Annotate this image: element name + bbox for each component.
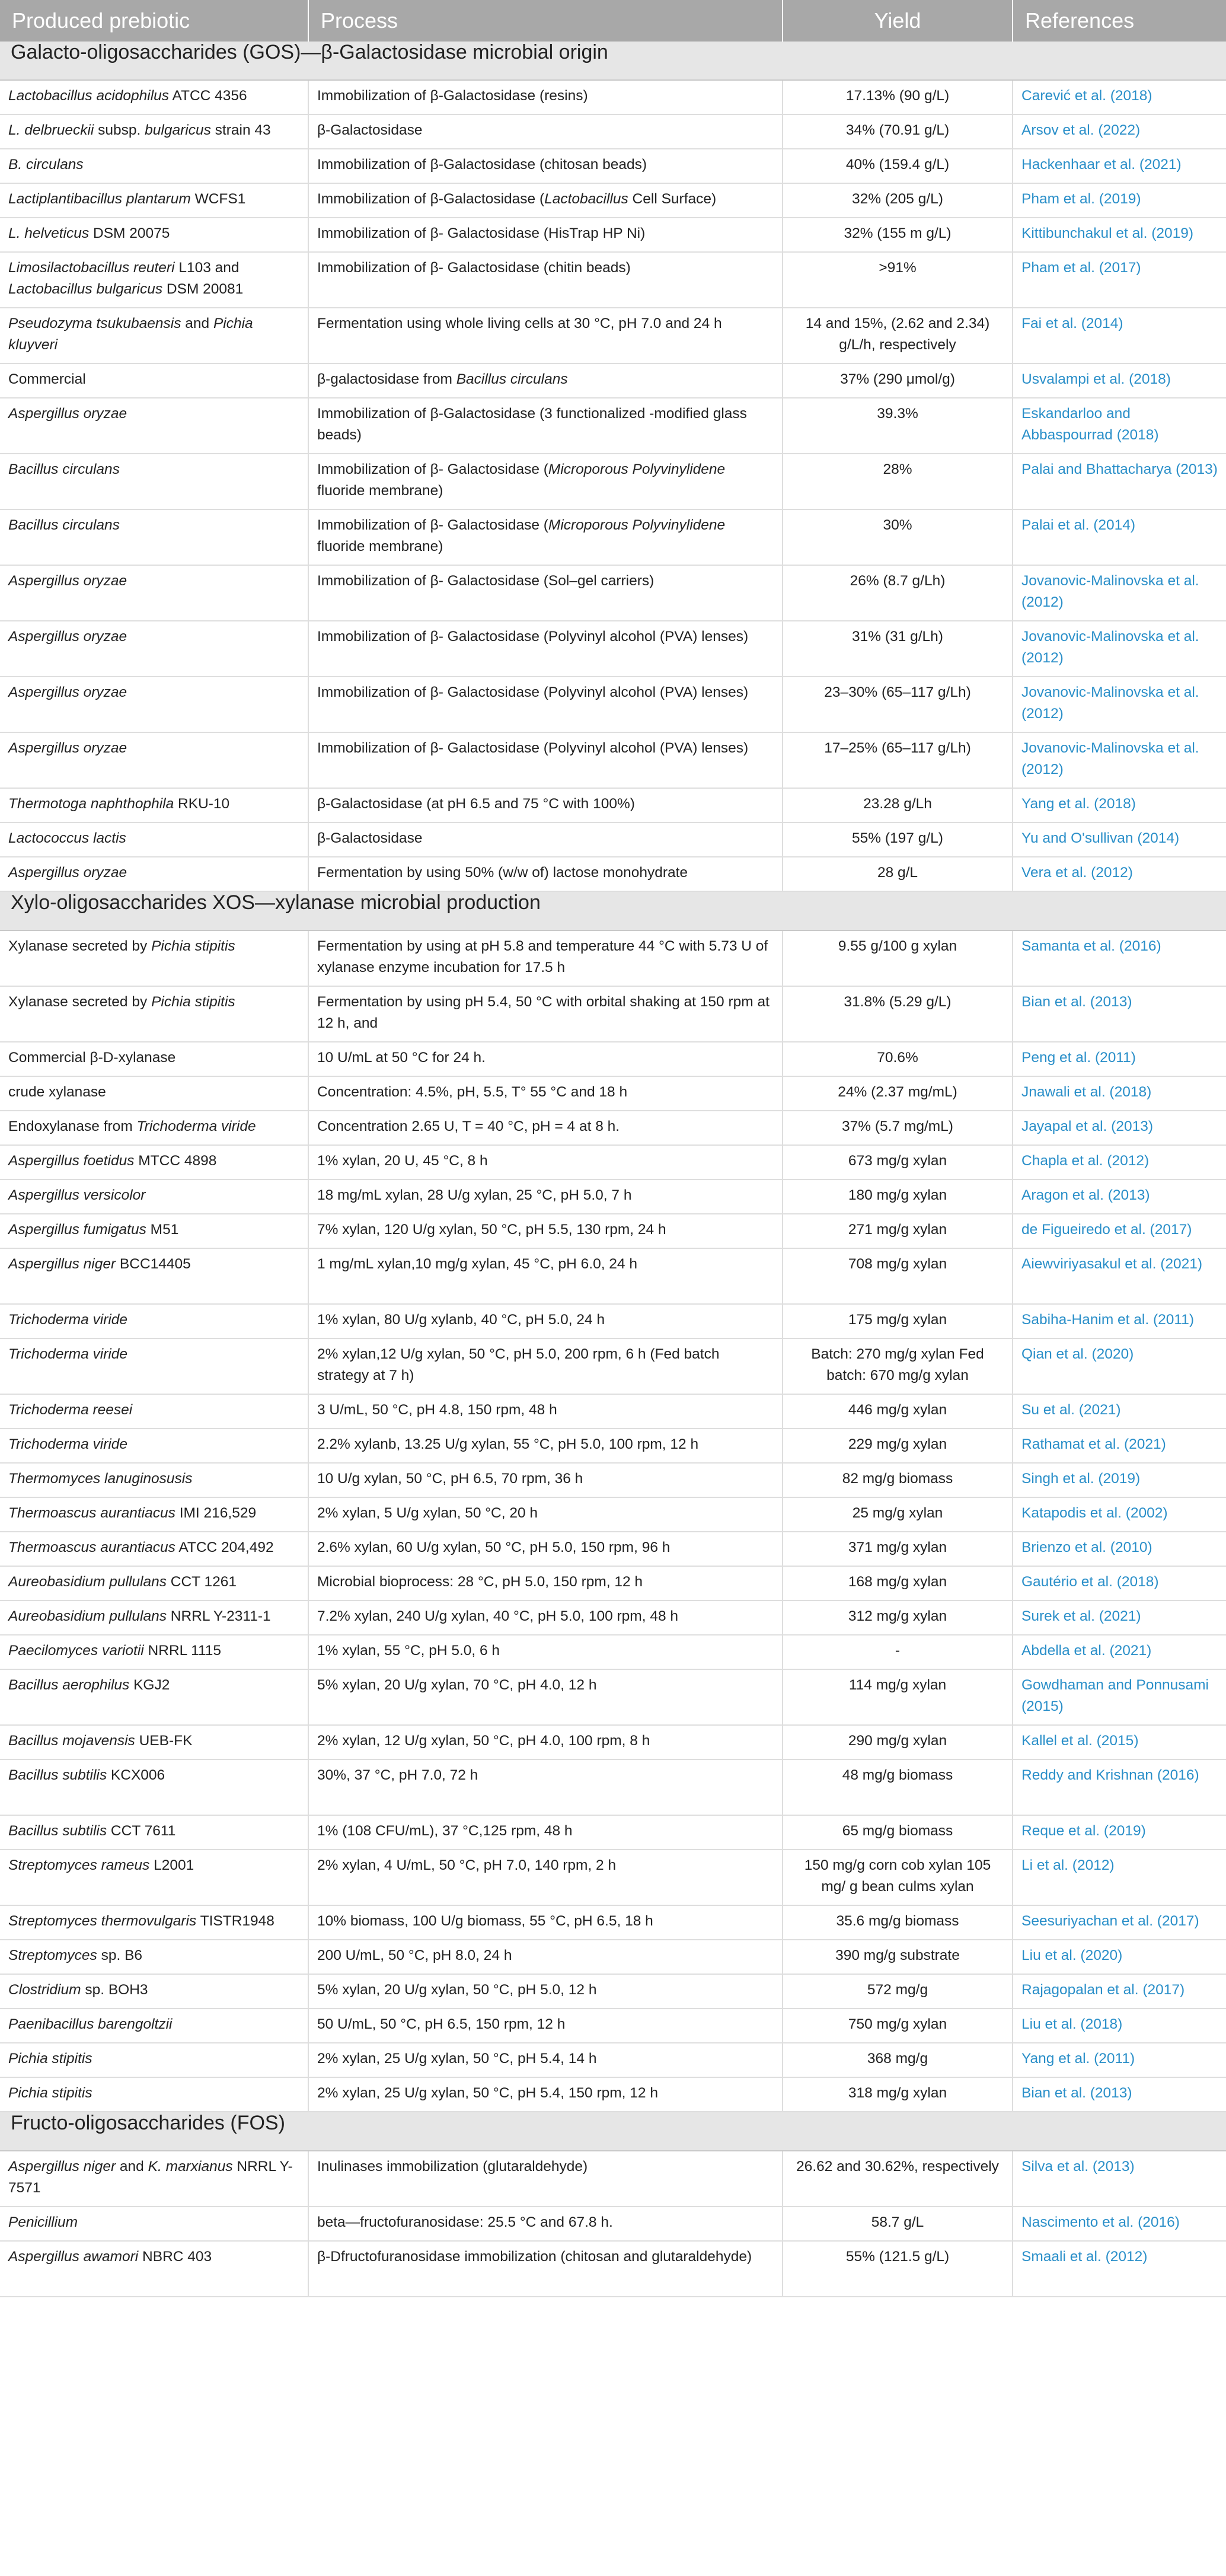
reference-link[interactable]: Liu et al. (2018) <box>1013 2008 1226 2043</box>
yield-cell: 30% <box>783 509 1013 565</box>
reference-link[interactable]: Abdella et al. (2021) <box>1013 1635 1226 1669</box>
process-cell: beta—fructofuranosidase: 25.5 °C and 67.8 h. <box>308 2207 783 2241</box>
reference-link[interactable]: Jovanovic-Malinovska et al. (2012) <box>1013 565 1226 621</box>
prebiotic-cell: Aspergillus foetidus MTCC 4898 <box>0 1145 308 1179</box>
table-row <box>0 1463 1226 1497</box>
table-row <box>0 1566 1226 1601</box>
prebiotic-cell: Aspergillus oryzae <box>0 621 308 677</box>
process-cell: Immobilization of β-Galactosidase (Lactobacillus Cell Surface) <box>308 183 783 218</box>
process-cell: Fermentation by using 50% (w/w of) lactose monohydrate <box>308 857 783 891</box>
process-cell: Immobilization of β- Galactosidase (Polyvinyl alcohol (PVA) lenses) <box>308 621 783 677</box>
reference-link[interactable]: Aiewviriyasakul et al. (2021) <box>1013 1248 1226 1304</box>
process-cell: 50 U/mL, 50 °C, pH 6.5, 150 rpm, 12 h <box>308 2008 783 2043</box>
reference-link[interactable]: Eskandarloo and Abbaspourrad (2018) <box>1013 398 1226 454</box>
reference-link[interactable]: Seesuriyachan et al. (2017) <box>1013 1905 1226 1940</box>
process-cell: 2% xylan, 12 U/g xylan, 50 °C, pH 4.0, 100 rpm, 8 h <box>308 1725 783 1759</box>
reference-link[interactable]: Samanta et al. (2016) <box>1013 930 1226 986</box>
prebiotic-cell: L. helveticus DSM 20075 <box>0 218 308 252</box>
reference-link[interactable]: Su et al. (2021) <box>1013 1394 1226 1429</box>
yield-cell: 446 mg/g xylan <box>783 1394 1013 1429</box>
table-row <box>0 2043 1226 2077</box>
yield-cell: 32% (155 m g/L) <box>783 218 1013 252</box>
table-row <box>0 1248 1226 1304</box>
prebiotic-cell: Paenibacillus barengoltzii <box>0 2008 308 2043</box>
prebiotic-cell: Aspergillus niger and K. marxianus NRRL Y-7571 <box>0 2151 308 2207</box>
reference-link[interactable]: Arsov et al. (2022) <box>1013 114 1226 149</box>
process-cell: 2% xylan, 4 U/mL, 50 °C, pH 7.0, 140 rpm, 2 h <box>308 1850 783 1905</box>
yield-cell: 82 mg/g biomass <box>783 1463 1013 1497</box>
yield-cell: 180 mg/g xylan <box>783 1179 1013 1214</box>
table-row <box>0 509 1226 565</box>
table-row <box>0 822 1226 857</box>
reference-link[interactable]: Yang et al. (2018) <box>1013 788 1226 822</box>
reference-link[interactable]: Bian et al. (2013) <box>1013 986 1226 1042</box>
yield-cell: 40% (159.4 g/L) <box>783 149 1013 183</box>
prebiotic-cell: Aureobasidium pullulans NRRL Y-2311-1 <box>0 1601 308 1635</box>
process-cell: Immobilization of β-Galactosidase (chitosan beads) <box>308 149 783 183</box>
table-row <box>0 1429 1226 1463</box>
header-yield: Yield <box>783 0 1013 42</box>
table-row <box>0 1145 1226 1179</box>
process-cell: Immobilization of β- Galactosidase (HisTrap HP Ni) <box>308 218 783 252</box>
table-row <box>0 2241 1226 2297</box>
reference-link[interactable]: Reque et al. (2019) <box>1013 1815 1226 1850</box>
prebiotic-cell: Aspergillus niger BCC14405 <box>0 1248 308 1304</box>
process-cell: Fermentation using whole living cells at 30 °C, pH 7.0 and 24 h <box>308 308 783 364</box>
section-row <box>0 2112 1226 2151</box>
yield-cell: 17–25% (65–117 g/Lh) <box>783 732 1013 788</box>
prebiotic-cell: Pseudozyma tsukubaensis and Pichia kluyveri <box>0 308 308 364</box>
table-row <box>0 218 1226 252</box>
yield-cell: 48 mg/g biomass <box>783 1759 1013 1815</box>
process-cell: 1% (108 CFU/mL), 37 °C,125 rpm, 48 h <box>308 1815 783 1850</box>
section-title: Galacto-oligosaccharides (GOS)—β-Galactosidase microbial origin <box>0 42 1226 80</box>
prebiotic-cell: Bacillus circulans <box>0 454 308 509</box>
prebiotic-cell: Lactococcus lactis <box>0 822 308 857</box>
table-row <box>0 1635 1226 1669</box>
yield-cell: 175 mg/g xylan <box>783 1304 1013 1338</box>
process-cell: β-Galactosidase <box>308 822 783 857</box>
table-row <box>0 1601 1226 1635</box>
prebiotic-cell: Streptomyces rameus L2001 <box>0 1850 308 1905</box>
prebiotic-cell: Bacillus aerophilus KGJ2 <box>0 1669 308 1725</box>
prebiotic-cell: Bacillus subtilis KCX006 <box>0 1759 308 1815</box>
process-cell: 3 U/mL, 50 °C, pH 4.8, 150 rpm, 48 h <box>308 1394 783 1429</box>
table-row <box>0 252 1226 308</box>
section-title: Xylo-oligosaccharides XOS—xylanase microbial production <box>0 891 1226 930</box>
table-row <box>0 454 1226 509</box>
header-process: Process <box>308 0 783 42</box>
prebiotic-cell: Penicillium <box>0 2207 308 2241</box>
process-cell: 2.2% xylanb, 13.25 U/g xylan, 55 °C, pH 5.0, 100 rpm, 12 h <box>308 1429 783 1463</box>
process-cell: Immobilization of β-Galactosidase (resins) <box>308 80 783 114</box>
process-cell: 10 U/mL at 50 °C for 24 h. <box>308 1042 783 1076</box>
yield-cell: 65 mg/g biomass <box>783 1815 1013 1850</box>
table-row <box>0 308 1226 364</box>
yield-cell: 368 mg/g <box>783 2043 1013 2077</box>
prebiotic-cell: Aspergillus oryzae <box>0 565 308 621</box>
process-cell: 10 U/g xylan, 50 °C, pH 6.5, 70 rpm, 36 h <box>308 1463 783 1497</box>
yield-cell: 24% (2.37 mg/mL) <box>783 1076 1013 1111</box>
prebiotic-cell: Trichoderma viride <box>0 1304 308 1338</box>
process-cell: 7% xylan, 120 U/g xylan, 50 °C, pH 5.5, 130 rpm, 24 h <box>308 1214 783 1248</box>
reference-link[interactable]: Li et al. (2012) <box>1013 1850 1226 1905</box>
table-row <box>0 986 1226 1042</box>
process-cell: 10% biomass, 100 U/g biomass, 55 °C, pH 6.5, 18 h <box>308 1905 783 1940</box>
table-row <box>0 1394 1226 1429</box>
table-row <box>0 1850 1226 1905</box>
prebiotic-cell: Aspergillus versicolor <box>0 1179 308 1214</box>
prebiotic-cell: Pichia stipitis <box>0 2077 308 2112</box>
yield-cell: 271 mg/g xylan <box>783 1214 1013 1248</box>
reference-link[interactable]: Reddy and Krishnan (2016) <box>1013 1759 1226 1815</box>
process-cell: 1 mg/mL xylan,10 mg/g xylan, 45 °C, pH 6.0, 24 h <box>308 1248 783 1304</box>
reference-link[interactable]: Pham et al. (2019) <box>1013 183 1226 218</box>
prebiotic-cell: Commercial <box>0 364 308 398</box>
prebiotic-cell: Clostridium sp. BOH3 <box>0 1974 308 2008</box>
header-references: References <box>1013 0 1226 42</box>
table-row <box>0 364 1226 398</box>
yield-cell: 37% (5.7 mg/mL) <box>783 1111 1013 1145</box>
process-cell: 2% xylan, 25 U/g xylan, 50 °C, pH 5.4, 14 h <box>308 2043 783 2077</box>
reference-link[interactable]: Aragon et al. (2013) <box>1013 1179 1226 1214</box>
yield-cell: 26% (8.7 g/Lh) <box>783 565 1013 621</box>
table-row <box>0 2207 1226 2241</box>
yield-cell: Batch: 270 mg/g xylan Fed batch: 670 mg/g xylan <box>783 1338 1013 1394</box>
reference-link[interactable]: Gautério et al. (2018) <box>1013 1566 1226 1601</box>
table-row <box>0 1338 1226 1394</box>
process-cell: Immobilization of β- Galactosidase (chitin beads) <box>308 252 783 308</box>
process-cell: β-Galactosidase <box>308 114 783 149</box>
yield-cell: 150 mg/g corn cob xylan 105 mg/ g bean culms xylan <box>783 1850 1013 1905</box>
prebiotic-cell: Streptomyces thermovulgaris TISTR1948 <box>0 1905 308 1940</box>
reference-link[interactable]: Bian et al. (2013) <box>1013 2077 1226 2112</box>
table-row <box>0 930 1226 986</box>
yield-cell: 26.62 and 30.62%, respectively <box>783 2151 1013 2207</box>
table-row <box>0 1214 1226 1248</box>
yield-cell: 318 mg/g xylan <box>783 2077 1013 2112</box>
reference-link[interactable]: de Figueiredo et al. (2017) <box>1013 1214 1226 1248</box>
reference-link[interactable]: Rajagopalan et al. (2017) <box>1013 1974 1226 2008</box>
prebiotic-cell: Bacillus circulans <box>0 509 308 565</box>
yield-cell: 114 mg/g xylan <box>783 1669 1013 1725</box>
process-cell: 30%, 37 °C, pH 7.0, 72 h <box>308 1759 783 1815</box>
prebiotic-cell: crude xylanase <box>0 1076 308 1111</box>
reference-link[interactable]: Rathamat et al. (2021) <box>1013 1429 1226 1463</box>
yield-cell: 371 mg/g xylan <box>783 1532 1013 1566</box>
prebiotic-cell: Aspergillus awamori NBRC 403 <box>0 2241 308 2297</box>
process-cell: 1% xylan, 80 U/g xylanb, 40 °C, pH 5.0, 24 h <box>308 1304 783 1338</box>
process-cell: 18 mg/mL xylan, 28 U/g xylan, 25 °C, pH 5.0, 7 h <box>308 1179 783 1214</box>
prebiotic-cell: Trichoderma reesei <box>0 1394 308 1429</box>
prebiotic-cell: Pichia stipitis <box>0 2043 308 2077</box>
yield-cell: 37% (290 μmol/g) <box>783 364 1013 398</box>
prebiotic-cell: Streptomyces sp. B6 <box>0 1940 308 1974</box>
yield-cell: 28 g/L <box>783 857 1013 891</box>
yield-cell: 708 mg/g xylan <box>783 1248 1013 1304</box>
table-row <box>0 2077 1226 2112</box>
process-cell: 2% xylan, 5 U/g xylan, 50 °C, 20 h <box>308 1497 783 1532</box>
yield-cell: 55% (121.5 g/L) <box>783 2241 1013 2297</box>
process-cell: Immobilization of β- Galactosidase (Microporous Polyvinylidene fluoride membrane) <box>308 454 783 509</box>
reference-link[interactable]: Gowdhaman and Ponnusami (2015) <box>1013 1669 1226 1725</box>
yield-cell: 17.13% (90 g/L) <box>783 80 1013 114</box>
process-cell: Concentration: 4.5%, pH, 5.5, T° 55 °C and 18 h <box>308 1076 783 1111</box>
table-row <box>0 2151 1226 2207</box>
yield-cell: 31.8% (5.29 g/L) <box>783 986 1013 1042</box>
table-row <box>0 1759 1226 1815</box>
reference-link[interactable]: Smaali et al. (2012) <box>1013 2241 1226 2297</box>
table-row <box>0 677 1226 732</box>
prebiotic-cell: B. circulans <box>0 149 308 183</box>
yield-cell: 28% <box>783 454 1013 509</box>
reference-link[interactable]: Fai et al. (2014) <box>1013 308 1226 364</box>
reference-link[interactable]: Sabiha-Hanim et al. (2011) <box>1013 1304 1226 1338</box>
process-cell: Immobilization of β- Galactosidase (Microporous Polyvinylidene fluoride membrane) <box>308 509 783 565</box>
section-row <box>0 891 1226 930</box>
table-row <box>0 1304 1226 1338</box>
prebiotic-cell: Limosilactobacillus reuteri L103 and Lactobacillus bulgaricus DSM 20081 <box>0 252 308 308</box>
reference-link[interactable]: Jovanovic-Malinovska et al. (2012) <box>1013 677 1226 732</box>
prebiotic-cell: Xylanase secreted by Pichia stipitis <box>0 986 308 1042</box>
process-cell: 2% xylan,12 U/g xylan, 50 °C, pH 5.0, 200 rpm, 6 h (Fed batch strategy at 7 h) <box>308 1338 783 1394</box>
prebiotic-cell: Paecilomyces variotii NRRL 1115 <box>0 1635 308 1669</box>
yield-cell: 23–30% (65–117 g/Lh) <box>783 677 1013 732</box>
table-row <box>0 149 1226 183</box>
table-row <box>0 1974 1226 2008</box>
reference-link[interactable]: Jovanovic-Malinovska et al. (2012) <box>1013 732 1226 788</box>
yield-cell: - <box>783 1635 1013 1669</box>
process-cell: Fermentation by using pH 5.4, 50 °C with orbital shaking at 150 rpm at 12 h, and <box>308 986 783 1042</box>
header-row <box>0 0 1226 42</box>
yield-cell: 23.28 g/Lh <box>783 788 1013 822</box>
yield-cell: 39.3% <box>783 398 1013 454</box>
table-row <box>0 565 1226 621</box>
yield-cell: 673 mg/g xylan <box>783 1145 1013 1179</box>
table-row <box>0 1111 1226 1145</box>
table-row <box>0 1532 1226 1566</box>
prebiotic-cell: Bacillus subtilis CCT 7611 <box>0 1815 308 1850</box>
reference-link[interactable]: Katapodis et al. (2002) <box>1013 1497 1226 1532</box>
process-cell: Immobilization of β- Galactosidase (Polyvinyl alcohol (PVA) lenses) <box>308 732 783 788</box>
reference-link[interactable]: Chapla et al. (2012) <box>1013 1145 1226 1179</box>
prebiotic-cell: Aureobasidium pullulans CCT 1261 <box>0 1566 308 1601</box>
reference-link[interactable]: Peng et al. (2011) <box>1013 1042 1226 1076</box>
yield-cell: 9.55 g/100 g xylan <box>783 930 1013 986</box>
prebiotic-cell: Aspergillus fumigatus M51 <box>0 1214 308 1248</box>
table-row <box>0 1497 1226 1532</box>
reference-link[interactable]: Usvalampi et al. (2018) <box>1013 364 1226 398</box>
process-cell: Immobilization of β-Galactosidase (3 functionalized -modified glass beads) <box>308 398 783 454</box>
reference-link[interactable]: Vera et al. (2012) <box>1013 857 1226 891</box>
yield-cell: 25 mg/g xylan <box>783 1497 1013 1532</box>
prebiotic-cell: Bacillus mojavensis UEB-FK <box>0 1725 308 1759</box>
process-cell: Inulinases immobilization (glutaraldehyde) <box>308 2151 783 2207</box>
table-row <box>0 1042 1226 1076</box>
process-cell: 2.6% xylan, 60 U/g xylan, 50 °C, pH 5.0, 150 rpm, 96 h <box>308 1532 783 1566</box>
reference-link[interactable]: Palai et al. (2014) <box>1013 509 1226 565</box>
table-row <box>0 1669 1226 1725</box>
yield-cell: >91% <box>783 252 1013 308</box>
prebiotic-cell: Thermomyces lanuginosusis <box>0 1463 308 1497</box>
process-cell: β-galactosidase from Bacillus circulans <box>308 364 783 398</box>
process-cell: 5% xylan, 20 U/g xylan, 70 °C, pH 4.0, 12 h <box>308 1669 783 1725</box>
table-row <box>0 1179 1226 1214</box>
process-cell: 1% xylan, 20 U, 45 °C, 8 h <box>308 1145 783 1179</box>
yield-cell: 572 mg/g <box>783 1974 1013 2008</box>
yield-cell: 312 mg/g xylan <box>783 1601 1013 1635</box>
reference-link[interactable]: Surek et al. (2021) <box>1013 1601 1226 1635</box>
table-row <box>0 788 1226 822</box>
prebiotic-cell: Aspergillus oryzae <box>0 677 308 732</box>
table-row <box>0 1815 1226 1850</box>
table-row <box>0 857 1226 891</box>
yield-cell: 168 mg/g xylan <box>783 1566 1013 1601</box>
process-cell: β-Dfructofuranosidase immobilization (chitosan and glutaraldehyde) <box>308 2241 783 2297</box>
process-cell: Concentration 2.65 U, T = 40 °C, pH = 4 at 8 h. <box>308 1111 783 1145</box>
reference-link[interactable]: Brienzo et al. (2010) <box>1013 1532 1226 1566</box>
header-produced-prebiotic: Produced prebiotic <box>0 0 308 42</box>
prebiotic-cell: L. delbrueckii subsp. bulgaricus strain 43 <box>0 114 308 149</box>
prebiotic-cell: Lactiplantibacillus plantarum WCFS1 <box>0 183 308 218</box>
reference-link[interactable]: Palai and Bhattacharya (2013) <box>1013 454 1226 509</box>
prebiotic-cell: Thermoascus aurantiacus IMI 216,529 <box>0 1497 308 1532</box>
table-row <box>0 2008 1226 2043</box>
prebiotic-cell: Commercial β-D-xylanase <box>0 1042 308 1076</box>
reference-link[interactable]: Singh et al. (2019) <box>1013 1463 1226 1497</box>
process-cell: Microbial bioprocess: 28 °C, pH 5.0, 150 rpm, 12 h <box>308 1566 783 1601</box>
reference-link[interactable]: Silva et al. (2013) <box>1013 2151 1226 2207</box>
yield-cell: 750 mg/g xylan <box>783 2008 1013 2043</box>
process-cell: β-Galactosidase (at pH 6.5 and 75 °C with 100%) <box>308 788 783 822</box>
section-row <box>0 42 1226 80</box>
prebiotic-cell: Xylanase secreted by Pichia stipitis <box>0 930 308 986</box>
process-cell: 2% xylan, 25 U/g xylan, 50 °C, pH 5.4, 150 rpm, 12 h <box>308 2077 783 2112</box>
prebiotic-cell: Endoxylanase from Trichoderma viride <box>0 1111 308 1145</box>
process-cell: 1% xylan, 55 °C, pH 5.0, 6 h <box>308 1635 783 1669</box>
yield-cell: 390 mg/g substrate <box>783 1940 1013 1974</box>
table-row <box>0 732 1226 788</box>
process-cell: 5% xylan, 20 U/g xylan, 50 °C, pH 5.0, 12 h <box>308 1974 783 2008</box>
reference-link[interactable]: Jnawali et al. (2018) <box>1013 1076 1226 1111</box>
prebiotic-cell: Thermoascus aurantiacus ATCC 204,492 <box>0 1532 308 1566</box>
reference-link[interactable]: Jayapal et al. (2013) <box>1013 1111 1226 1145</box>
table-body <box>0 42 1226 2297</box>
table-row <box>0 1940 1226 1974</box>
section-title: Fructo-oligosaccharides (FOS) <box>0 2112 1226 2151</box>
reference-link[interactable]: Qian et al. (2020) <box>1013 1338 1226 1394</box>
table-row <box>0 621 1226 677</box>
yield-cell: 58.7 g/L <box>783 2207 1013 2241</box>
table-row <box>0 1076 1226 1111</box>
prebiotic-cell: Lactobacillus acidophilus ATCC 4356 <box>0 80 308 114</box>
yield-cell: 35.6 mg/g biomass <box>783 1905 1013 1940</box>
process-cell: Fermentation by using at pH 5.8 and temperature 44 °C with 5.73 U of xylanase enzyme incubation for 17.5 h <box>308 930 783 986</box>
reference-link[interactable]: Nascimento et al. (2016) <box>1013 2207 1226 2241</box>
prebiotic-cell: Aspergillus oryzae <box>0 732 308 788</box>
process-cell: Immobilization of β- Galactosidase (Polyvinyl alcohol (PVA) lenses) <box>308 677 783 732</box>
table-row <box>0 1905 1226 1940</box>
prebiotic-cell: Trichoderma viride <box>0 1338 308 1394</box>
reference-link[interactable]: Yu and O'sullivan (2014) <box>1013 822 1226 857</box>
reference-link[interactable]: Kittibunchakul et al. (2019) <box>1013 218 1226 252</box>
yield-cell: 55% (197 g/L) <box>783 822 1013 857</box>
process-cell: 200 U/mL, 50 °C, pH 8.0, 24 h <box>308 1940 783 1974</box>
reference-link[interactable]: Hackenhaar et al. (2021) <box>1013 149 1226 183</box>
reference-link[interactable]: Liu et al. (2020) <box>1013 1940 1226 1974</box>
reference-link[interactable]: Kallel et al. (2015) <box>1013 1725 1226 1759</box>
yield-cell: 34% (70.91 g/L) <box>783 114 1013 149</box>
yield-cell: 31% (31 g/Lh) <box>783 621 1013 677</box>
process-cell: Immobilization of β- Galactosidase (Sol–gel carriers) <box>308 565 783 621</box>
yield-cell: 290 mg/g xylan <box>783 1725 1013 1759</box>
prebiotic-cell: Aspergillus oryzae <box>0 857 308 891</box>
prebiotic-cell: Thermotoga naphthophila RKU-10 <box>0 788 308 822</box>
reference-link[interactable]: Jovanovic-Malinovska et al. (2012) <box>1013 621 1226 677</box>
table-row <box>0 114 1226 149</box>
table-row <box>0 398 1226 454</box>
reference-link[interactable]: Carević et al. (2018) <box>1013 80 1226 114</box>
table-row <box>0 80 1226 114</box>
reference-link[interactable]: Pham et al. (2017) <box>1013 252 1226 308</box>
table-row <box>0 183 1226 218</box>
yield-cell: 32% (205 g/L) <box>783 183 1013 218</box>
process-cell: 7.2% xylan, 240 U/g xylan, 40 °C, pH 5.0, 100 rpm, 48 h <box>308 1601 783 1635</box>
prebiotic-cell: Trichoderma viride <box>0 1429 308 1463</box>
reference-link[interactable]: Yang et al. (2011) <box>1013 2043 1226 2077</box>
prebiotic-cell: Aspergillus oryzae <box>0 398 308 454</box>
yield-cell: 14 and 15%, (2.62 and 2.34) g/L/h, respectively <box>783 308 1013 364</box>
table-row <box>0 1725 1226 1759</box>
yield-cell: 229 mg/g xylan <box>783 1429 1013 1463</box>
yield-cell: 70.6% <box>783 1042 1013 1076</box>
